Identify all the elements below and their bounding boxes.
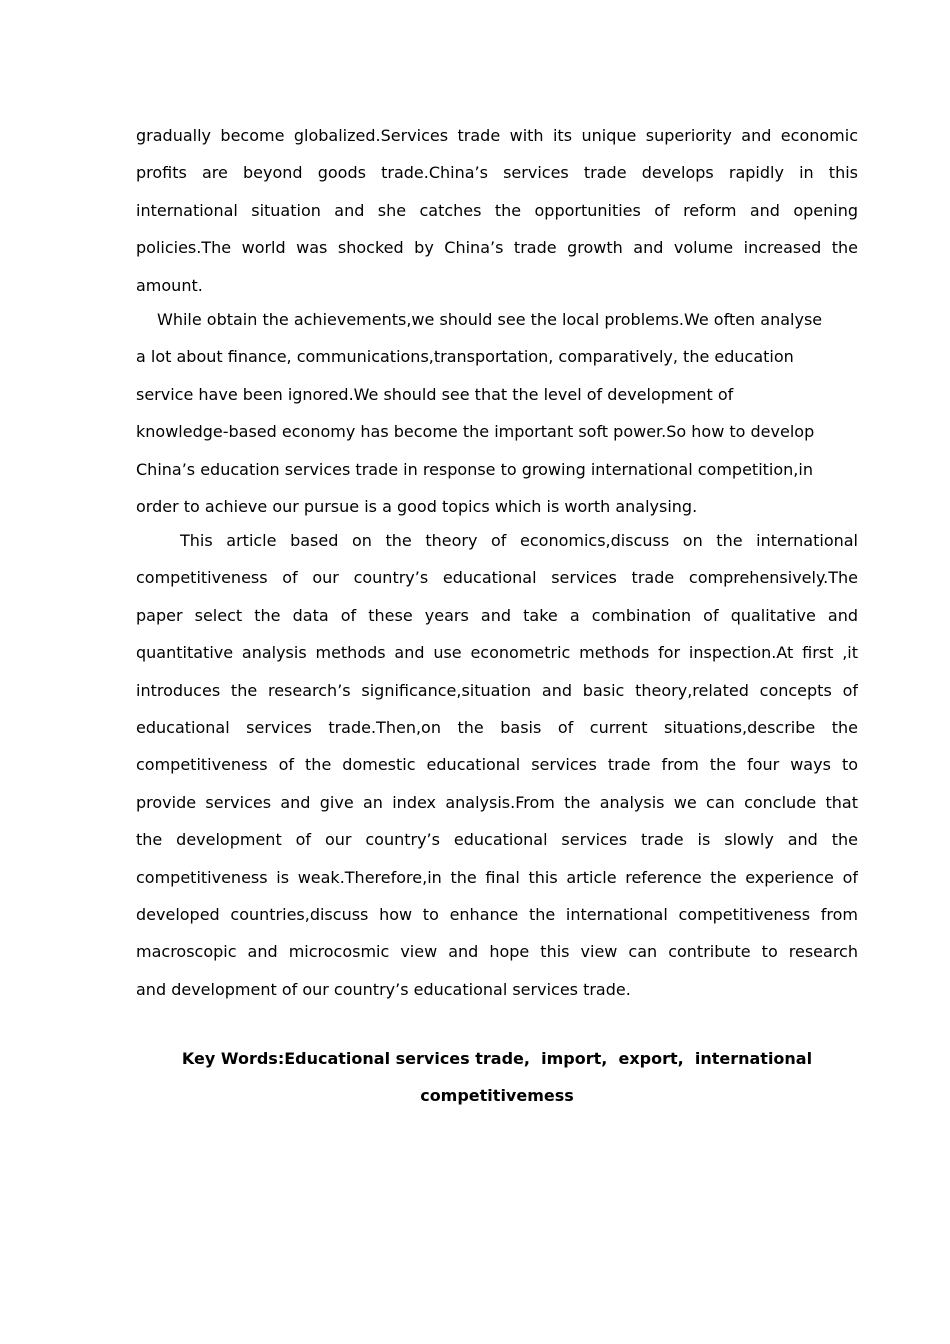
keywords-line-2: competitivemess	[420, 1086, 574, 1106]
text-line: service have been ignored.We should see that the level of development of	[136, 384, 734, 404]
text-line: and development of our country’s educational services trade.	[136, 979, 631, 999]
paragraph-3	[136, 522, 858, 1008]
text-line: international situation and she catches the opportunities of reform and opening	[136, 200, 858, 220]
paragraph-1	[136, 117, 858, 304]
text-line: provide services and give an index analysis.From the analysis we can conclude that	[136, 792, 858, 812]
text-line: This article based on the theory of economics,discuss on the international	[180, 531, 858, 550]
text-line: developed countries,discuss how to enhance the international competitiveness from	[136, 904, 858, 924]
text-line: competitiveness of the domestic educational services trade from the four ways to	[136, 755, 858, 775]
text-line: educational services trade.Then,on the basis of current situations,describe the	[136, 717, 858, 737]
text-line: competitiveness is weak.Therefore,in the final this article reference the experience of	[136, 867, 858, 887]
text-line: the development of our country’s educational services trade is slowly and the	[136, 830, 858, 850]
text-line: gradually become globalized.Services trade with its unique superiority and economic	[136, 126, 858, 145]
text-line: macroscopic and microcosmic view and hope this view can contribute to research	[136, 942, 858, 962]
text-line: profits are beyond goods trade.China’s services trade develops rapidly in this	[136, 163, 858, 183]
text-line: knowledge-based economy has become the important soft power.So how to develop	[136, 422, 815, 442]
text-line: China’s education services trade in response to growing international competition,in	[136, 459, 813, 479]
text-line: a lot about finance, communications,transportation, comparatively, the education	[136, 347, 794, 367]
keywords-line-1: Key Words:Educational services trade, import, export, international	[181, 1049, 813, 1068]
keywords	[136, 1040, 858, 1115]
text-line: quantitative analysis methods and use econometric methods for inspection.At first ,it	[136, 643, 858, 663]
text-line: competitiveness of our country’s educational services trade comprehensively.The	[136, 568, 858, 588]
text-line: amount.	[136, 275, 203, 295]
text-line: introduces the research’s significance,situation and basic theory,related concepts of	[136, 680, 858, 700]
text-line: While obtain the achievements,we should see the local problems.We often analyse	[157, 310, 823, 329]
paragraph-2	[136, 301, 858, 525]
text-line: paper select the data of these years and take a combination of qualitative and	[136, 605, 858, 625]
text-line: policies.The world was shocked by China’s trade growth and volume increased the	[136, 238, 858, 258]
text-line: order to achieve our pursue is a good topics which is worth analysing.	[136, 496, 698, 516]
